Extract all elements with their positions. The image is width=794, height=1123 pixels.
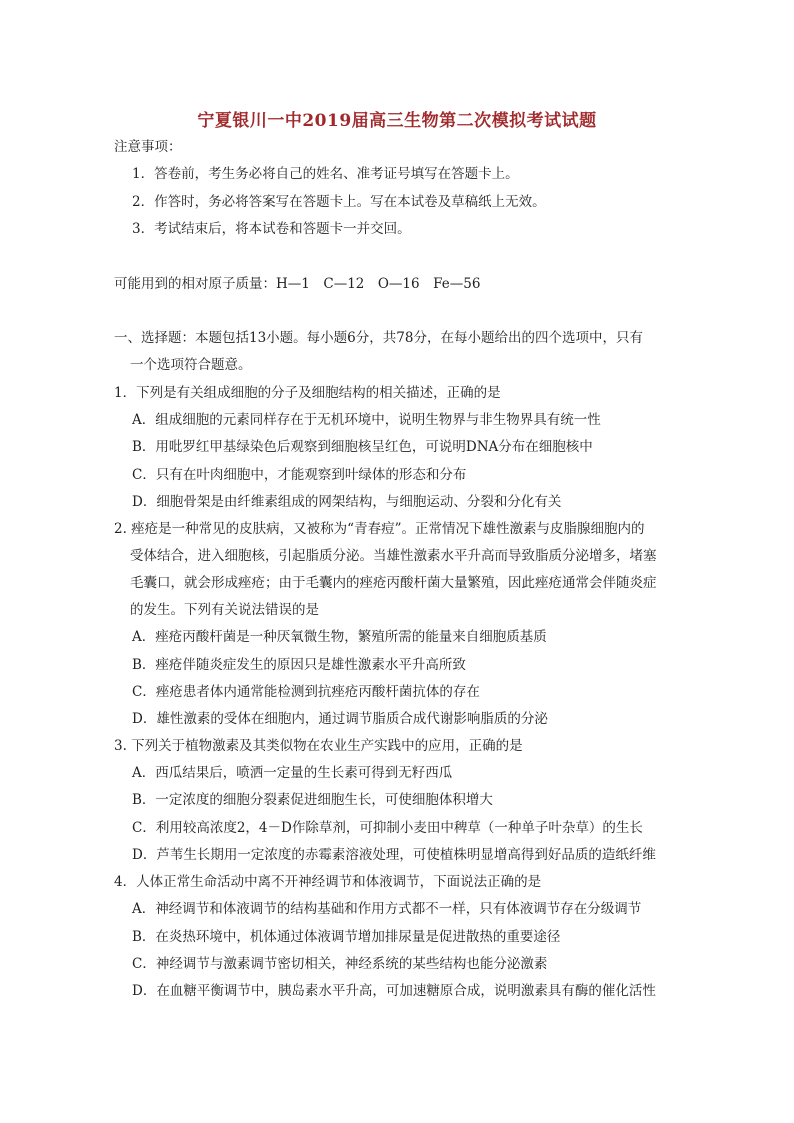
question-3-stem: 3. 下列关于植物激素及其类似物在农业生产实践中的应用，正确的是 bbox=[114, 738, 523, 754]
exam-title: 宁夏银川一中2019届高三生物第二次模拟考试试题 bbox=[197, 111, 597, 131]
question-1-option-a: A．组成细胞的元素同样存在于无机环境中，说明生物界与非生物界具有统一性 bbox=[132, 412, 601, 428]
question-4-option-c: C．神经调节与激素调节密切相关，神经系统的某些结构也能分泌激素 bbox=[132, 956, 548, 972]
question-2-stem-1: 2. 痤疮是一种常见的皮肤病，又被称为“青春痘”。正常情况下雄性激素与皮脂腺细胞内的 bbox=[114, 521, 645, 537]
notice-item-2: 2．作答时，务必将答案写在答题卡上。写在本试卷及草稿纸上无效。 bbox=[132, 194, 546, 210]
section-heading-cont: 一个选项符合题意。 bbox=[130, 357, 252, 373]
question-1-option-d: D．细胞骨架是由纤维素组成的网架结构，与细胞运动、分裂和分化有关 bbox=[132, 494, 562, 510]
question-4-stem: 4．人体正常生命活动中离不开神经调节和体液调节，下面说法正确的是 bbox=[114, 874, 542, 890]
question-2-option-b: B．痤疮伴随炎症发生的原因只是雄性激素水平升高所致 bbox=[132, 657, 466, 673]
question-3-option-a: A．西瓜结果后，喷洒一定量的生长素可得到无籽西瓜 bbox=[132, 765, 453, 781]
question-2-stem-2: 受体结合，进入细胞核，引起脂质分泌。当雄性激素水平升高而导致脂质分泌增多，堵塞 bbox=[130, 548, 657, 564]
question-2-option-c: C．痤疮患者体内通常能检测到抗痤疮丙酸杆菌抗体的存在 bbox=[132, 684, 480, 700]
question-2-option-d: D．雄性激素的受体在细胞内，通过调节脂质合成代谢影响脂质的分泌 bbox=[132, 711, 548, 727]
section-heading: 一、选择题：本题包括13小题。每小题6分，共78分，在每小题给出的四个选项中，只有 bbox=[114, 330, 643, 346]
question-4-option-d: D．在血糖平衡调节中，胰岛素水平升高，可加速糖原合成，说明激素具有酶的催化活性 bbox=[132, 983, 656, 999]
question-3-option-c: C．利用较高浓度2，4－D作除草剂，可抑制小麦田中稗草（一种单子叶杂草）的生长 bbox=[132, 820, 643, 836]
question-4-option-b: B．在炎热环境中，机体通过体液调节增加排尿量是促进散热的重要途径 bbox=[132, 929, 561, 945]
question-1-stem: 1．下列是有关组成细胞的分子及细胞结构的相关描述，正确的是 bbox=[114, 385, 501, 401]
notice-item-3: 3．考试结束后，将本试卷和答题卡一并交回。 bbox=[132, 221, 411, 237]
question-2-option-a: A．痤疮丙酸杆菌是一种厌氧微生物，繁殖所需的能量来自细胞质基质 bbox=[132, 629, 547, 645]
notice-item-1: 1．答卷前，考生务必将自己的姓名、准考证号填写在答题卡上。 bbox=[132, 166, 519, 182]
question-4-option-a: A．神经调节和体液调节的结构基础和作用方式都不一样，只有体液调节存在分级调节 bbox=[132, 901, 642, 917]
question-1-option-c: C．只有在叶肉细胞中，才能观察到叶绿体的形态和分布 bbox=[132, 467, 467, 483]
notice-heading: 注意事项： bbox=[114, 139, 182, 155]
atomic-mass-line: 可能用到的相对原子质量：H—1 C—12 O—16 Fe—56 bbox=[114, 276, 481, 292]
question-1-option-b: B．用吡罗红甲基绿染色后观察到细胞核呈红色，可说明DNA分布在细胞核中 bbox=[132, 439, 593, 455]
question-2-stem-4: 的发生。下列有关说法错误的是 bbox=[130, 602, 319, 618]
question-3-option-b: B．一定浓度的细胞分裂素促进细胞生长，可使细胞体积增大 bbox=[132, 792, 493, 808]
question-2-stem-3: 毛囊口，就会形成痤疮；由于毛囊内的痤疮丙酸杆菌大量繁殖，因此痤疮通常会伴随炎症 bbox=[130, 575, 657, 591]
question-3-option-d: D．芦苇生长期用一定浓度的赤霉素溶液处理，可使植株明显增高得到好品质的造纸纤维 bbox=[132, 847, 656, 863]
